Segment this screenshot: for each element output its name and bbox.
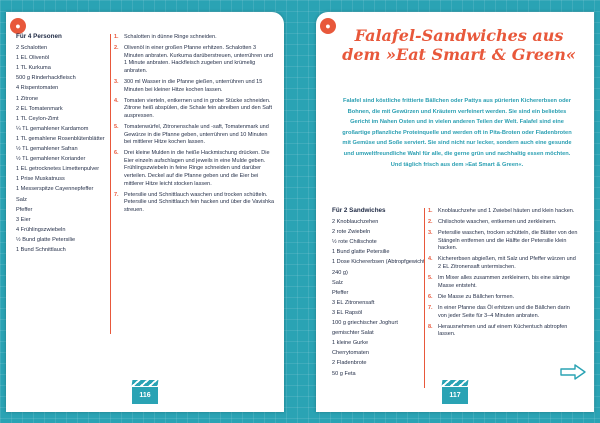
ingredient-item: Cherrytomaten <box>332 350 369 357</box>
step-text: Petersilie und Schnittlauch waschen und trocken schütteln. Petersilie und Schnittlauch fein hacken und über die Vavishka streuen. <box>124 191 275 213</box>
step-item <box>114 98 276 121</box>
step-item <box>428 230 578 253</box>
step-text: Kichererbsen abgießen, mit Salz und Pfeffer würzen und 2 EL Zitronensaft untermischen. <box>438 256 576 271</box>
ingredient-item: 1 Zitrone <box>16 95 39 102</box>
ingredient-item: 50 g Feta <box>332 370 356 377</box>
ingredient-item: ½ rote Chilischote <box>332 239 377 246</box>
step-item <box>114 45 276 75</box>
step-item <box>114 34 276 42</box>
step-item <box>428 294 578 302</box>
step-number: 5. <box>428 275 433 282</box>
step-number: 1. <box>428 208 433 214</box>
arrow-right-icon[interactable] <box>560 364 586 380</box>
ingredient-item: 1 Dose Kichererbsen (Abtropfgewicht 240 g) <box>332 259 425 276</box>
step-item <box>428 275 578 290</box>
step-item <box>114 150 276 188</box>
flame-icon: ● <box>320 18 336 34</box>
ingredient-item: 2 Fladenbrote <box>332 360 367 367</box>
page-number: 117 <box>442 387 468 404</box>
step-text: Schalotten in dünne Ringe schneiden. <box>124 34 217 40</box>
step-number: 4. <box>428 256 433 263</box>
step-number: 6. <box>428 293 433 300</box>
step-text: Die Masse zu Bällchen formen. <box>438 293 515 300</box>
step-text: Knoblauchzehe und 1 Zwiebel häuten und klein hacken. <box>438 208 575 214</box>
step-number: 4. <box>114 97 119 104</box>
ingredient-item: ½ TL gemahlener Koriander <box>16 156 86 163</box>
step-text: Drei kleine Mulden in die heiße Hackmischung drücken. Die Eier einzeln aufschlagen und jeweils in eine Mulde geben. Frühlingszwiebeln in feine Ringe schneiden und darüber verteilen. Deckel auf die Pfanne geben und die Eier bei mittlerer Hitze leicht stocken lassen. <box>124 150 270 187</box>
step-text: In einer Pfanne das Öl erhitzen und die Bällchen darin von jeder Seite für 3–4 Minuten anbraten. <box>438 304 570 319</box>
ingredient-item: 1 kleine Gurke <box>332 340 369 347</box>
steps-list <box>428 208 578 342</box>
step-number: 1. <box>114 34 119 40</box>
ingredient-item: 1 Prise Muskatnuss <box>16 176 65 183</box>
ingredients-list <box>332 206 426 379</box>
ingredient-item: 1 Messerspitze Cayennepfeffer <box>16 186 94 193</box>
step-number: 5. <box>114 123 119 130</box>
ingredients-list <box>16 32 116 255</box>
step-item <box>428 208 578 216</box>
step-text: Im Mixer alles zusammen zerkleinern, bis eine sämige Masse entsteht. <box>438 275 571 289</box>
step-item <box>428 305 578 320</box>
ingredient-item: Pfeffer <box>332 289 349 296</box>
step-text: Petersilie waschen, trocken schütteln, die Blätter von den Stängeln entfernen und die Hälfte der Petersilie klein hacken. <box>438 230 578 252</box>
step-text: Tomaten vierteln, entkernen und in grobe Stücke schneiden. Zitrone heiß abspülen, die Schale fein abreiben und den Saft auspressen. <box>124 97 272 119</box>
ingredient-item: 1 TL Kurkuma <box>16 65 51 72</box>
ingredient-item: gemischter Salat <box>332 330 374 337</box>
ingredient-item: 500 g Rinderhackfleisch <box>16 75 76 82</box>
left-page <box>6 12 284 412</box>
steps-list <box>114 34 276 218</box>
step-text: Chilischote waschen, entkernen und zerkleinern. <box>438 219 557 226</box>
ingredients-heading: Für 2 Sandwiches <box>332 207 386 214</box>
step-number: 7. <box>428 304 433 311</box>
ingredient-item: 1 Bund Schnittlauch <box>16 246 66 253</box>
ingredient-item: 1 Bund glatte Petersilie <box>332 249 390 256</box>
clapperboard-icon <box>442 380 468 404</box>
ingredients-heading: Für 4 Personen <box>16 33 62 40</box>
step-text: Herausnehmen und auf einem Küchentuch abtropfen lassen. <box>438 323 568 338</box>
step-item <box>428 324 578 339</box>
column-divider <box>424 208 425 388</box>
step-number: 3. <box>428 230 433 237</box>
ingredient-item: 3 EL Rapsöl <box>332 309 363 316</box>
ingredient-item: 1 TL gemahlene Rosenblütenblätter <box>16 135 105 142</box>
clapperboard-icon <box>132 380 158 404</box>
step-text: 300 ml Wasser in die Pfanne gießen, unterrühren und 15 Minuten bei kleiner Hitze kochen lassen. <box>124 78 263 93</box>
step-text: Tomatenwürfel, Zitronenschale und -saft, Tomatenmark und Gewürze in die Pfanne geben, unterrühren und 10 Minuten bei mittlerer Hitze kochen lassen. <box>124 123 269 146</box>
recipe-intro: Falafel sind köstliche frittierte Bällchen oder Pattys aus pürierten Kichererbsen oder Bohnen, die mit Gewürzen und Kräutern verfeinert werden. Sie sind ein beliebtes Gericht im Nahen Osten und in vielen anderen Teilen der Welt. Falafel sind eine großartige pflanzliche Proteinquelle und werden oft in Pita-Broten oder Fladenbroten mit Gemüse und Soße serviert. Sie sind nicht nur lecker, sondern auch eine gesunde und umweltfreundliche Wahl für alle, die gerne grün und nachhaltig essen möchten. Und täglich frisch aus dem »Eat Smart & Green«. <box>342 98 572 168</box>
step-number: 8. <box>428 323 433 330</box>
step-item <box>114 192 276 215</box>
right-page <box>316 12 594 412</box>
ingredient-item: Salz <box>332 279 343 286</box>
ingredient-item: ½ TL gemahlener Safran <box>16 146 78 153</box>
step-item <box>114 79 276 94</box>
ingredient-item: 1 EL Olivenöl <box>16 55 50 62</box>
step-item <box>428 219 578 227</box>
step-item <box>428 256 578 271</box>
ingredient-item: 2 EL Tomatenmark <box>16 105 63 112</box>
step-text: Olivenöl in einer großen Pfanne erhitzen. Schalotten 3 Minuten anbraten. Kurkuma darüberstreuen, unterrühren und 1 Minute anbraten. Hackfleisch zugeben und krümelig anbraten. <box>124 45 273 74</box>
step-number: 2. <box>428 219 433 226</box>
step-number: 6. <box>114 150 119 157</box>
ingredient-item: 4 Rispentomaten <box>16 85 59 92</box>
recipe-title: Falafel-Sandwiches aus dem »Eat Smart & Green« <box>342 26 576 64</box>
step-number: 3. <box>114 78 119 85</box>
flame-icon: ● <box>10 18 26 34</box>
step-item <box>114 124 276 147</box>
ingredient-item: ¼ TL gemahlener Kardamom <box>16 125 89 132</box>
ingredient-item: 4 Frühlingszwiebeln <box>16 226 66 233</box>
ingredient-item: 2 rote Zwiebeln <box>332 229 371 236</box>
ingredient-item: 2 Schalotten <box>16 45 48 52</box>
step-number: 2. <box>114 45 119 52</box>
ingredient-item: 3 EL Zitronensaft <box>332 299 375 306</box>
ingredient-item: 1 TL Ceylon-Zimt <box>16 115 59 122</box>
column-divider <box>110 34 111 334</box>
ingredient-item: 2 Knoblauchzehen <box>332 219 379 226</box>
page-number: 116 <box>132 387 158 404</box>
ingredient-item: 3 Eier <box>16 216 31 223</box>
ingredient-item: 100 g griechischer Joghurt <box>332 320 398 327</box>
ingredient-item: Salz <box>16 196 27 203</box>
ingredient-item: Pfeffer <box>16 206 33 213</box>
ingredient-item: ½ Bund glatte Petersilie <box>16 236 76 243</box>
ingredient-item: 1 EL getrocknetes Limettenpulver <box>16 166 100 173</box>
step-number: 7. <box>114 191 119 198</box>
